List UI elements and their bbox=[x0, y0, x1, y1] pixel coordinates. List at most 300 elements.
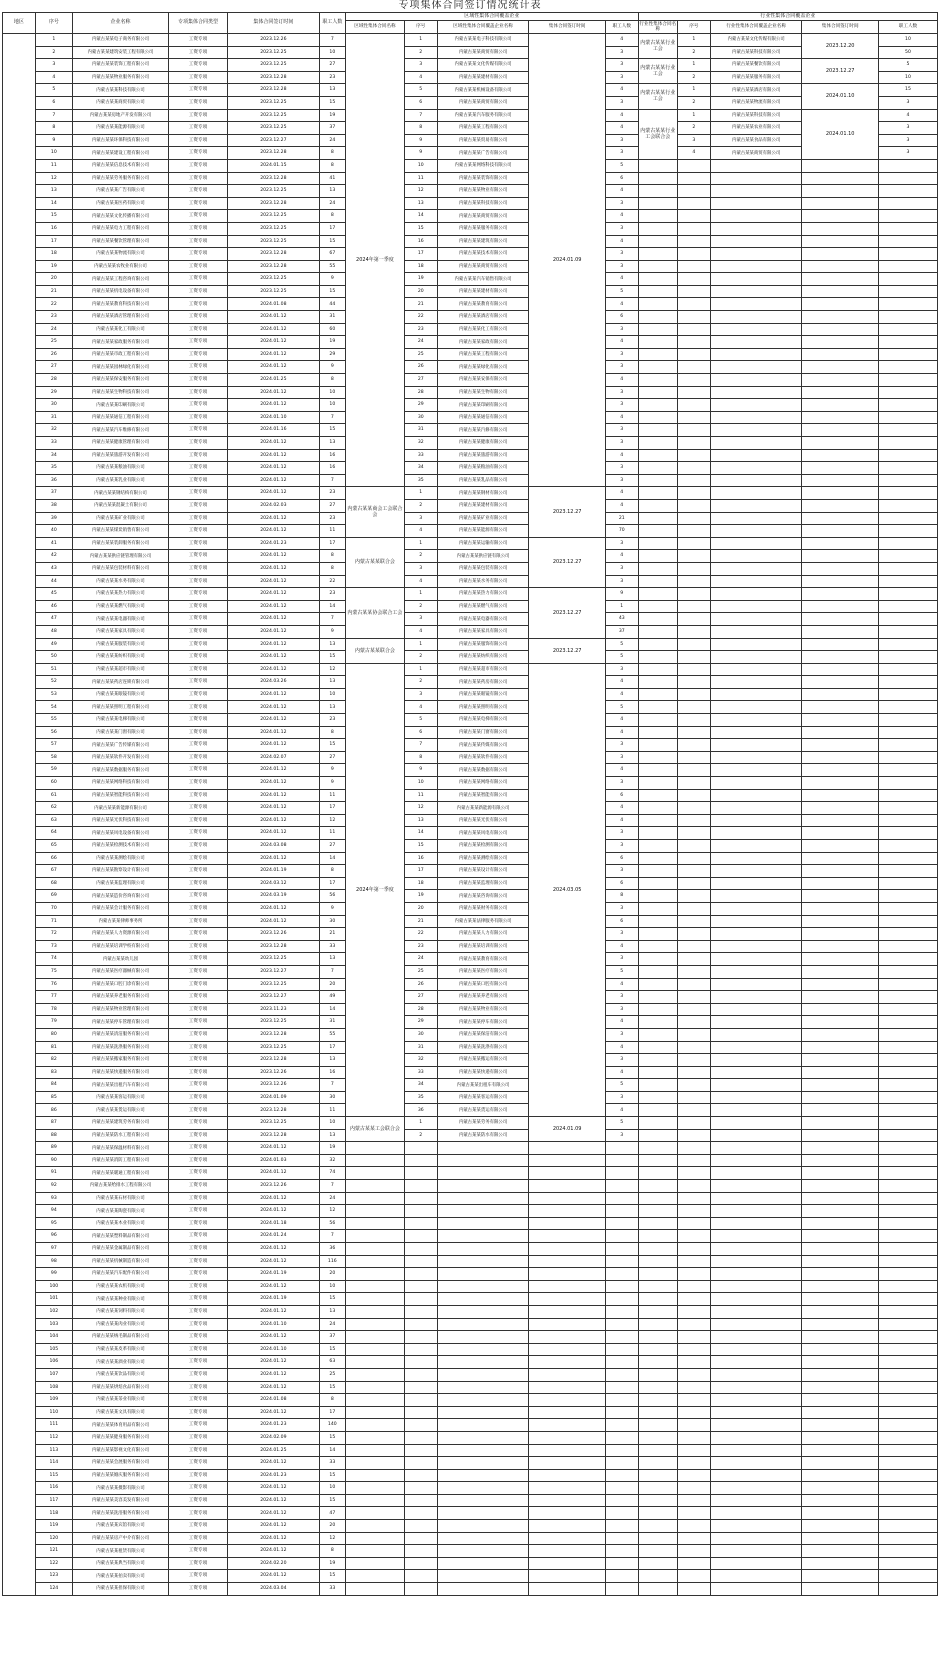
region-seq-cell bbox=[404, 1154, 437, 1167]
region-company-cell: 内蒙古某某药房有限公司 bbox=[437, 676, 529, 689]
industry-staff-cell bbox=[878, 197, 937, 210]
industry-seq-cell bbox=[677, 487, 710, 500]
type-cell: 工资专项 bbox=[169, 185, 228, 198]
industry-time-cell bbox=[802, 827, 878, 840]
sign-time-cell: 2024.01.25 bbox=[227, 374, 319, 387]
region-time-cell bbox=[529, 1583, 605, 1596]
region-company-cell: 内蒙古某某工程有限公司 bbox=[437, 348, 529, 361]
staff-cell: 24 bbox=[319, 1192, 345, 1205]
company-cell: 内蒙古某某物业管理有限公司 bbox=[72, 1003, 168, 1016]
company-cell: 内蒙古某某生物科技有限公司 bbox=[72, 386, 168, 399]
region-company-cell: 内蒙古某某服饰有限公司 bbox=[437, 638, 529, 651]
region-name-cell bbox=[345, 1192, 404, 1205]
company-cell: 内蒙古某某石材有限公司 bbox=[72, 1192, 168, 1205]
seq-cell: 120 bbox=[35, 1532, 72, 1545]
region-staff-cell: 4 bbox=[605, 714, 638, 727]
region-seq-cell: 20 bbox=[404, 902, 437, 915]
region-company-cell: 内蒙古某某门窗有限公司 bbox=[437, 726, 529, 739]
sign-time-cell: 2023.12.28 bbox=[227, 248, 319, 261]
company-cell: 内蒙古某某文具有限公司 bbox=[72, 1406, 168, 1419]
company-cell: 内蒙古某某担保有限公司 bbox=[72, 1583, 168, 1596]
seq-cell: 63 bbox=[35, 814, 72, 827]
region-staff-cell: 1 bbox=[605, 600, 638, 613]
industry-name-cell bbox=[638, 285, 677, 298]
industry-seq-cell bbox=[677, 651, 710, 664]
industry-seq-cell bbox=[677, 260, 710, 273]
region-seq-cell: 3 bbox=[404, 512, 437, 525]
industry-name-cell bbox=[638, 1305, 677, 1318]
staff-cell: 12 bbox=[319, 814, 345, 827]
region-seq-cell: 20 bbox=[404, 285, 437, 298]
industry-name-cell bbox=[638, 940, 677, 953]
industry-staff-cell bbox=[878, 865, 937, 878]
region-staff-cell: 3 bbox=[605, 1054, 638, 1067]
region-time-cell bbox=[529, 1318, 605, 1331]
region-staff-cell: 4 bbox=[605, 1016, 638, 1029]
table-row bbox=[3, 298, 938, 311]
staff-cell: 32 bbox=[319, 1154, 345, 1167]
industry-company-cell bbox=[710, 1305, 802, 1318]
region-time-cell bbox=[529, 1205, 605, 1218]
region-staff-cell: 3 bbox=[605, 134, 638, 147]
region-company-cell: 内蒙古某某包装有限公司 bbox=[437, 562, 529, 575]
seq-cell: 23 bbox=[35, 311, 72, 324]
region-staff-cell: 3 bbox=[605, 96, 638, 109]
industry-name-cell bbox=[638, 210, 677, 223]
header-industry-time: 集体合同签订时间 bbox=[802, 21, 878, 34]
industry-company-cell bbox=[710, 1167, 802, 1180]
staff-cell: 8 bbox=[319, 550, 345, 563]
region-company-cell: 内蒙古某某口腔有限公司 bbox=[437, 978, 529, 991]
region-time-cell bbox=[529, 1293, 605, 1306]
industry-seq-cell: 3 bbox=[677, 134, 710, 147]
industry-seq-cell bbox=[677, 726, 710, 739]
industry-seq-cell bbox=[677, 537, 710, 550]
table-row bbox=[3, 965, 938, 978]
industry-company-cell bbox=[710, 1041, 802, 1054]
region-staff-cell: 3 bbox=[605, 361, 638, 374]
region-seq-cell: 23 bbox=[404, 940, 437, 953]
staff-cell: 15 bbox=[319, 1570, 345, 1583]
seq-cell: 59 bbox=[35, 764, 72, 777]
staff-cell: 23 bbox=[319, 588, 345, 601]
region-company-cell: 内蒙古某某生物有限公司 bbox=[437, 386, 529, 399]
industry-company-cell bbox=[710, 1280, 802, 1293]
region-company-cell bbox=[437, 1343, 529, 1356]
seq-cell: 7 bbox=[35, 109, 72, 122]
sign-time-cell: 2024.03.04 bbox=[227, 1583, 319, 1596]
table-row bbox=[3, 1079, 938, 1092]
company-cell: 内蒙古某某洗浴服务有限公司 bbox=[72, 1507, 168, 1520]
staff-cell: 33 bbox=[319, 1583, 345, 1596]
industry-seq-cell bbox=[677, 1091, 710, 1104]
company-cell: 内蒙古某某家具有限公司 bbox=[72, 625, 168, 638]
region-time-cell: 2024.01.09 bbox=[529, 34, 605, 487]
sign-time-cell: 2024.01.12 bbox=[227, 386, 319, 399]
region-name-cell bbox=[345, 1167, 404, 1180]
industry-name-cell bbox=[638, 1129, 677, 1142]
region-staff-cell: 4 bbox=[605, 499, 638, 512]
industry-staff-cell bbox=[878, 739, 937, 752]
type-cell: 工资专项 bbox=[169, 222, 228, 235]
region-company-cell: 内蒙古某某家具有限公司 bbox=[437, 625, 529, 638]
industry-seq-cell: 2 bbox=[677, 46, 710, 59]
industry-company-cell bbox=[710, 865, 802, 878]
region-seq-cell: 2 bbox=[404, 499, 437, 512]
table-row bbox=[3, 1368, 938, 1381]
region-company-cell bbox=[437, 1431, 529, 1444]
industry-time-cell bbox=[802, 840, 878, 853]
industry-seq-cell: 1 bbox=[677, 84, 710, 97]
type-cell: 工资专项 bbox=[169, 1243, 228, 1256]
region-name-cell bbox=[345, 1457, 404, 1470]
staff-cell: 8 bbox=[319, 210, 345, 223]
type-cell: 工资专项 bbox=[169, 96, 228, 109]
industry-company-cell bbox=[710, 1028, 802, 1041]
industry-name-cell bbox=[638, 1583, 677, 1596]
table-row bbox=[3, 185, 938, 198]
type-cell: 工资专项 bbox=[169, 928, 228, 941]
region-seq-cell bbox=[404, 1192, 437, 1205]
industry-seq-cell bbox=[677, 1117, 710, 1130]
table-row bbox=[3, 273, 938, 286]
region-time-cell: 2023.12.27 bbox=[529, 638, 605, 663]
company-cell: 内蒙古某某劳务服务有限公司 bbox=[72, 172, 168, 185]
company-cell: 内蒙古某某汽车配件有限公司 bbox=[72, 1268, 168, 1281]
industry-company-cell bbox=[710, 1142, 802, 1155]
region-company-cell bbox=[437, 1570, 529, 1583]
company-cell: 内蒙古某某教育科技有限公司 bbox=[72, 298, 168, 311]
region-staff-cell bbox=[605, 1545, 638, 1558]
industry-seq-cell bbox=[677, 865, 710, 878]
type-cell: 工资专项 bbox=[169, 235, 228, 248]
industry-name-cell bbox=[638, 688, 677, 701]
region-company-cell: 内蒙古某某防水有限公司 bbox=[437, 1129, 529, 1142]
industry-company-cell bbox=[710, 902, 802, 915]
region-company-cell: 内蒙古某某商贸有限公司 bbox=[437, 46, 529, 59]
industry-staff-cell bbox=[878, 676, 937, 689]
region-company-cell: 内蒙古某某快递有限公司 bbox=[437, 1066, 529, 1079]
industry-time-cell bbox=[802, 437, 878, 450]
seq-cell: 79 bbox=[35, 1016, 72, 1029]
staff-cell: 7 bbox=[319, 1079, 345, 1092]
seq-cell: 109 bbox=[35, 1394, 72, 1407]
company-cell: 内蒙古某某出租汽车有限公司 bbox=[72, 1079, 168, 1092]
industry-name-cell bbox=[638, 1079, 677, 1092]
industry-time-cell bbox=[802, 525, 878, 538]
sign-time-cell: 2024.02.09 bbox=[227, 1431, 319, 1444]
industry-staff-cell bbox=[878, 625, 937, 638]
industry-seq-cell: 1 bbox=[677, 34, 710, 47]
seq-cell: 115 bbox=[35, 1469, 72, 1482]
company-cell: 内蒙古某某宾馆有限公司 bbox=[72, 1520, 168, 1533]
industry-staff-cell bbox=[878, 1431, 937, 1444]
region-name-cell bbox=[345, 1356, 404, 1369]
sign-time-cell: 2024.01.12 bbox=[227, 827, 319, 840]
region-staff-cell: 5 bbox=[605, 285, 638, 298]
region-staff-cell: 4 bbox=[605, 235, 638, 248]
region-name-cell bbox=[345, 1154, 404, 1167]
industry-name-cell bbox=[638, 411, 677, 424]
seq-cell: 121 bbox=[35, 1545, 72, 1558]
region-time-cell bbox=[529, 1482, 605, 1495]
industry-name-cell bbox=[638, 159, 677, 172]
region-seq-cell: 32 bbox=[404, 437, 437, 450]
seq-cell: 58 bbox=[35, 751, 72, 764]
seq-cell: 49 bbox=[35, 638, 72, 651]
sign-time-cell: 2023.12.28 bbox=[227, 1129, 319, 1142]
industry-name-cell bbox=[638, 890, 677, 903]
region-company-cell: 内蒙古某某客运有限公司 bbox=[437, 1091, 529, 1104]
region-company-cell: 内蒙古某某工程有限公司 bbox=[437, 122, 529, 135]
industry-time-cell bbox=[802, 739, 878, 752]
table-row bbox=[3, 877, 938, 890]
region-seq-cell: 13 bbox=[404, 814, 437, 827]
table-row bbox=[3, 1243, 938, 1256]
region-staff-cell: 3 bbox=[605, 663, 638, 676]
industry-staff-cell bbox=[878, 1091, 937, 1104]
industry-name-cell bbox=[638, 1230, 677, 1243]
sign-time-cell: 2023.12.28 bbox=[227, 260, 319, 273]
seq-cell: 61 bbox=[35, 789, 72, 802]
company-cell: 内蒙古某某防水工程有限公司 bbox=[72, 1129, 168, 1142]
region-staff-cell: 3 bbox=[605, 827, 638, 840]
region-seq-cell: 2 bbox=[404, 600, 437, 613]
table-row bbox=[3, 1507, 938, 1520]
company-cell: 内蒙古某某货运有限公司 bbox=[72, 1104, 168, 1117]
type-cell: 工资专项 bbox=[169, 1054, 228, 1067]
industry-time-cell bbox=[802, 1545, 878, 1558]
region-staff-cell bbox=[605, 1305, 638, 1318]
industry-staff-cell: 3 bbox=[878, 122, 937, 135]
type-cell: 工资专项 bbox=[169, 562, 228, 575]
region-seq-cell: 26 bbox=[404, 361, 437, 374]
staff-cell: 15 bbox=[319, 285, 345, 298]
industry-name-cell bbox=[638, 1104, 677, 1117]
industry-time-cell bbox=[802, 1469, 878, 1482]
region-name-cell: 内蒙古某某商会工会联合会 bbox=[345, 487, 404, 537]
region-time-cell bbox=[529, 1469, 605, 1482]
company-cell: 内蒙古某某信息技术有限公司 bbox=[72, 159, 168, 172]
industry-name-cell bbox=[638, 575, 677, 588]
table-row bbox=[3, 978, 938, 991]
company-cell: 内蒙古某某测绘有限公司 bbox=[72, 852, 168, 865]
region-staff-cell bbox=[605, 1154, 638, 1167]
seq-cell: 24 bbox=[35, 323, 72, 336]
table-row bbox=[3, 197, 938, 210]
region-company-cell bbox=[437, 1444, 529, 1457]
table-row bbox=[3, 1482, 938, 1495]
sign-time-cell: 2024.01.12 bbox=[227, 487, 319, 500]
region-staff-cell: 37 bbox=[605, 625, 638, 638]
seq-cell: 13 bbox=[35, 185, 72, 198]
region-time-cell: 2023.12.27 bbox=[529, 537, 605, 587]
type-cell: 工资专项 bbox=[169, 134, 228, 147]
industry-staff-cell bbox=[878, 185, 937, 198]
industry-staff-cell bbox=[878, 1117, 937, 1130]
region-company-cell: 内蒙古某某文化传媒有限公司 bbox=[437, 59, 529, 72]
company-cell: 内蒙古某某健康管理有限公司 bbox=[72, 437, 168, 450]
table-row bbox=[3, 1305, 938, 1318]
sign-time-cell: 2024.01.23 bbox=[227, 537, 319, 550]
seq-cell: 52 bbox=[35, 676, 72, 689]
region-company-cell bbox=[437, 1520, 529, 1533]
type-cell: 工资专项 bbox=[169, 424, 228, 437]
company-cell: 内蒙古某某美容美发有限公司 bbox=[72, 1494, 168, 1507]
sign-time-cell: 2024.03.19 bbox=[227, 890, 319, 903]
region-staff-cell: 3 bbox=[605, 562, 638, 575]
staff-cell: 15 bbox=[319, 739, 345, 752]
industry-name-cell bbox=[638, 1457, 677, 1470]
sign-time-cell: 2024.01.12 bbox=[227, 688, 319, 701]
table-row bbox=[3, 210, 938, 223]
region-time-cell bbox=[529, 1268, 605, 1281]
industry-staff-cell bbox=[878, 1129, 937, 1142]
seq-cell: 31 bbox=[35, 411, 72, 424]
sign-time-cell: 2024.01.12 bbox=[227, 600, 319, 613]
industry-company-cell bbox=[710, 1419, 802, 1432]
region-seq-cell bbox=[404, 1230, 437, 1243]
header-industry-staff: 职工人数 bbox=[878, 21, 937, 34]
region-seq-cell: 10 bbox=[404, 159, 437, 172]
company-cell: 内蒙古某某电梯有限公司 bbox=[72, 714, 168, 727]
industry-name-cell bbox=[638, 613, 677, 626]
staff-cell: 47 bbox=[319, 1507, 345, 1520]
industry-time-cell bbox=[802, 940, 878, 953]
industry-company-cell: 内蒙古某某商贸有限公司 bbox=[710, 147, 802, 160]
industry-time-cell bbox=[802, 978, 878, 991]
region-staff-cell: 5 bbox=[605, 651, 638, 664]
table-row bbox=[3, 739, 938, 752]
region-staff-cell: 4 bbox=[605, 411, 638, 424]
industry-name-cell bbox=[638, 1507, 677, 1520]
industry-name-cell bbox=[638, 525, 677, 538]
table-row bbox=[3, 323, 938, 336]
industry-seq-cell bbox=[677, 613, 710, 626]
region-company-cell bbox=[437, 1494, 529, 1507]
header-company: 企业名称 bbox=[72, 13, 168, 34]
type-cell: 工资专项 bbox=[169, 399, 228, 412]
industry-time-cell bbox=[802, 399, 878, 412]
table-row bbox=[3, 651, 938, 664]
region-staff-cell: 4 bbox=[605, 978, 638, 991]
region-company-cell: 内蒙古某某检测有限公司 bbox=[437, 840, 529, 853]
region-seq-cell: 7 bbox=[404, 739, 437, 752]
table-row bbox=[3, 411, 938, 424]
seq-cell: 1 bbox=[35, 34, 72, 47]
staff-cell: 140 bbox=[319, 1419, 345, 1432]
industry-name-cell bbox=[638, 512, 677, 525]
region-staff-cell bbox=[605, 1381, 638, 1394]
industry-staff-cell bbox=[878, 1305, 937, 1318]
industry-company-cell bbox=[710, 915, 802, 928]
staff-cell: 13 bbox=[319, 437, 345, 450]
industry-seq-cell bbox=[677, 1255, 710, 1268]
table-row bbox=[3, 688, 938, 701]
industry-time-cell bbox=[802, 1482, 878, 1495]
industry-name-cell bbox=[638, 1003, 677, 1016]
industry-seq-cell bbox=[677, 210, 710, 223]
table-body bbox=[3, 34, 938, 1596]
sign-time-cell: 2023.12.27 bbox=[227, 134, 319, 147]
company-cell: 内蒙古某某幼儿园 bbox=[72, 953, 168, 966]
industry-staff-cell bbox=[878, 1557, 937, 1570]
industry-company-cell bbox=[710, 764, 802, 777]
region-name-cell bbox=[345, 1394, 404, 1407]
industry-company-cell bbox=[710, 1406, 802, 1419]
sign-time-cell: 2024.02.03 bbox=[227, 499, 319, 512]
industry-staff-cell bbox=[878, 562, 937, 575]
company-cell: 内蒙古某某饮品有限公司 bbox=[72, 1368, 168, 1381]
table-row bbox=[3, 1129, 938, 1142]
industry-company-cell bbox=[710, 965, 802, 978]
seq-cell: 34 bbox=[35, 449, 72, 462]
region-company-cell: 内蒙古某某网络有限公司 bbox=[437, 777, 529, 790]
region-seq-cell bbox=[404, 1255, 437, 1268]
industry-seq-cell bbox=[677, 336, 710, 349]
industry-name-cell bbox=[638, 1192, 677, 1205]
region-company-cell: 内蒙古某某货运有限公司 bbox=[437, 1104, 529, 1117]
company-cell: 内蒙古某某光伏科技有限公司 bbox=[72, 814, 168, 827]
industry-company-cell bbox=[710, 462, 802, 475]
seq-cell: 95 bbox=[35, 1217, 72, 1230]
staff-cell: 36 bbox=[319, 1243, 345, 1256]
industry-time-cell bbox=[802, 499, 878, 512]
type-cell: 工资专项 bbox=[169, 1318, 228, 1331]
table-row bbox=[3, 751, 938, 764]
region-staff-cell bbox=[605, 1406, 638, 1419]
staff-cell: 33 bbox=[319, 940, 345, 953]
region-name-cell bbox=[345, 1431, 404, 1444]
sign-time-cell: 2024.01.12 bbox=[227, 739, 319, 752]
table-row bbox=[3, 953, 938, 966]
type-cell: 工资专项 bbox=[169, 323, 228, 336]
industry-time-cell bbox=[802, 1268, 878, 1281]
seq-cell: 74 bbox=[35, 953, 72, 966]
industry-staff-cell bbox=[878, 726, 937, 739]
table-row bbox=[3, 1091, 938, 1104]
table-row bbox=[3, 701, 938, 714]
industry-company-cell bbox=[710, 210, 802, 223]
region-seq-cell: 24 bbox=[404, 953, 437, 966]
region-time-cell bbox=[529, 1532, 605, 1545]
sign-time-cell: 2024.01.15 bbox=[227, 159, 319, 172]
type-cell: 工资专项 bbox=[169, 1041, 228, 1054]
industry-time-cell bbox=[802, 890, 878, 903]
staff-cell: 14 bbox=[319, 600, 345, 613]
industry-staff-cell bbox=[878, 1318, 937, 1331]
table-row bbox=[3, 424, 938, 437]
industry-name-cell bbox=[638, 701, 677, 714]
type-cell: 工资专项 bbox=[169, 1482, 228, 1495]
company-cell: 内蒙古某某金属制品有限公司 bbox=[72, 1243, 168, 1256]
industry-staff-cell bbox=[878, 1243, 937, 1256]
table-row bbox=[3, 777, 938, 790]
region-staff-cell: 4 bbox=[605, 109, 638, 122]
sign-time-cell: 2024.01.12 bbox=[227, 399, 319, 412]
industry-company-cell bbox=[710, 285, 802, 298]
staff-cell: 17 bbox=[319, 222, 345, 235]
table-row bbox=[3, 1532, 938, 1545]
seq-cell: 19 bbox=[35, 260, 72, 273]
region-seq-cell bbox=[404, 1280, 437, 1293]
industry-seq-cell bbox=[677, 235, 710, 248]
region-company-cell bbox=[437, 1180, 529, 1193]
region-staff-cell: 3 bbox=[605, 399, 638, 412]
staff-cell: 23 bbox=[319, 71, 345, 84]
industry-seq-cell bbox=[677, 1217, 710, 1230]
region-seq-cell: 13 bbox=[404, 197, 437, 210]
